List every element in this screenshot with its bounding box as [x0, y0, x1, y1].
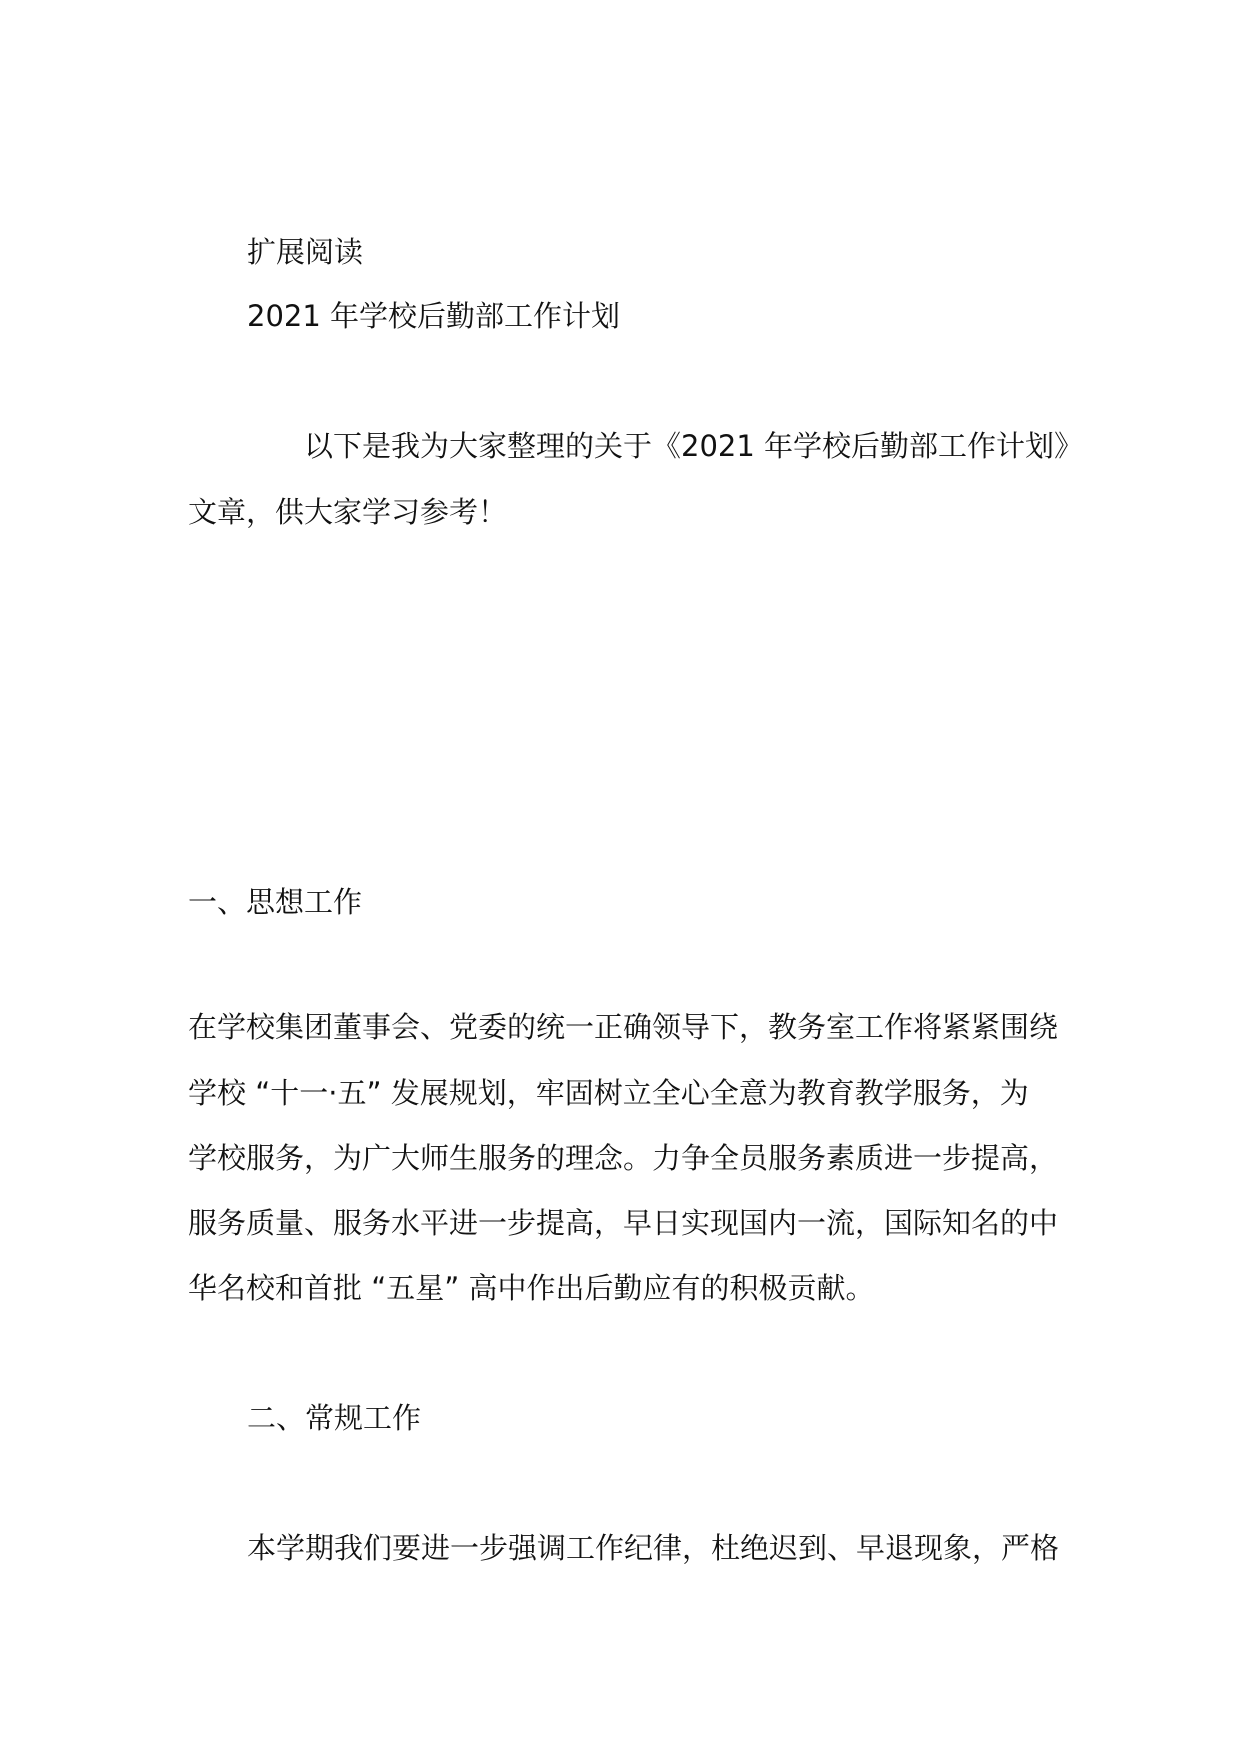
section-1-line: 学校服务，为广大师生服务的理念。力争全员服务素质进一步提高，: [188, 1141, 1059, 1175]
heading-label: 扩展阅读: [247, 235, 364, 269]
document-title: 2021 年学校后勤部工作计划: [247, 299, 621, 333]
section-1-line: 学校 “十一·五” 发展规划，牢固树立全心全意为教育教学服务，为: [188, 1076, 1029, 1110]
section-1-heading: 一、思想工作: [188, 885, 363, 919]
intro-line-2: 文章，供大家学习参考！: [188, 495, 508, 529]
section-1-line: 服务质量、服务水平进一步提高，早日实现国内一流，国际知名的中: [188, 1206, 1059, 1240]
section-2-heading: 二、常规工作: [247, 1401, 422, 1435]
section-2-line: 本学期我们要进一步强调工作纪律，杜绝迟到、早退现象，严格: [247, 1531, 1060, 1565]
section-1-line: 华名校和首批 “五星” 高中作出后勤应有的积极贡献。: [188, 1271, 875, 1305]
intro-line-1: 以下是我为大家整理的关于《2021 年学校后勤部工作计划》: [304, 429, 1084, 463]
section-1-line: 在学校集团董事会、党委的统一正确领导下，教务室工作将紧紧围绕: [188, 1010, 1059, 1044]
